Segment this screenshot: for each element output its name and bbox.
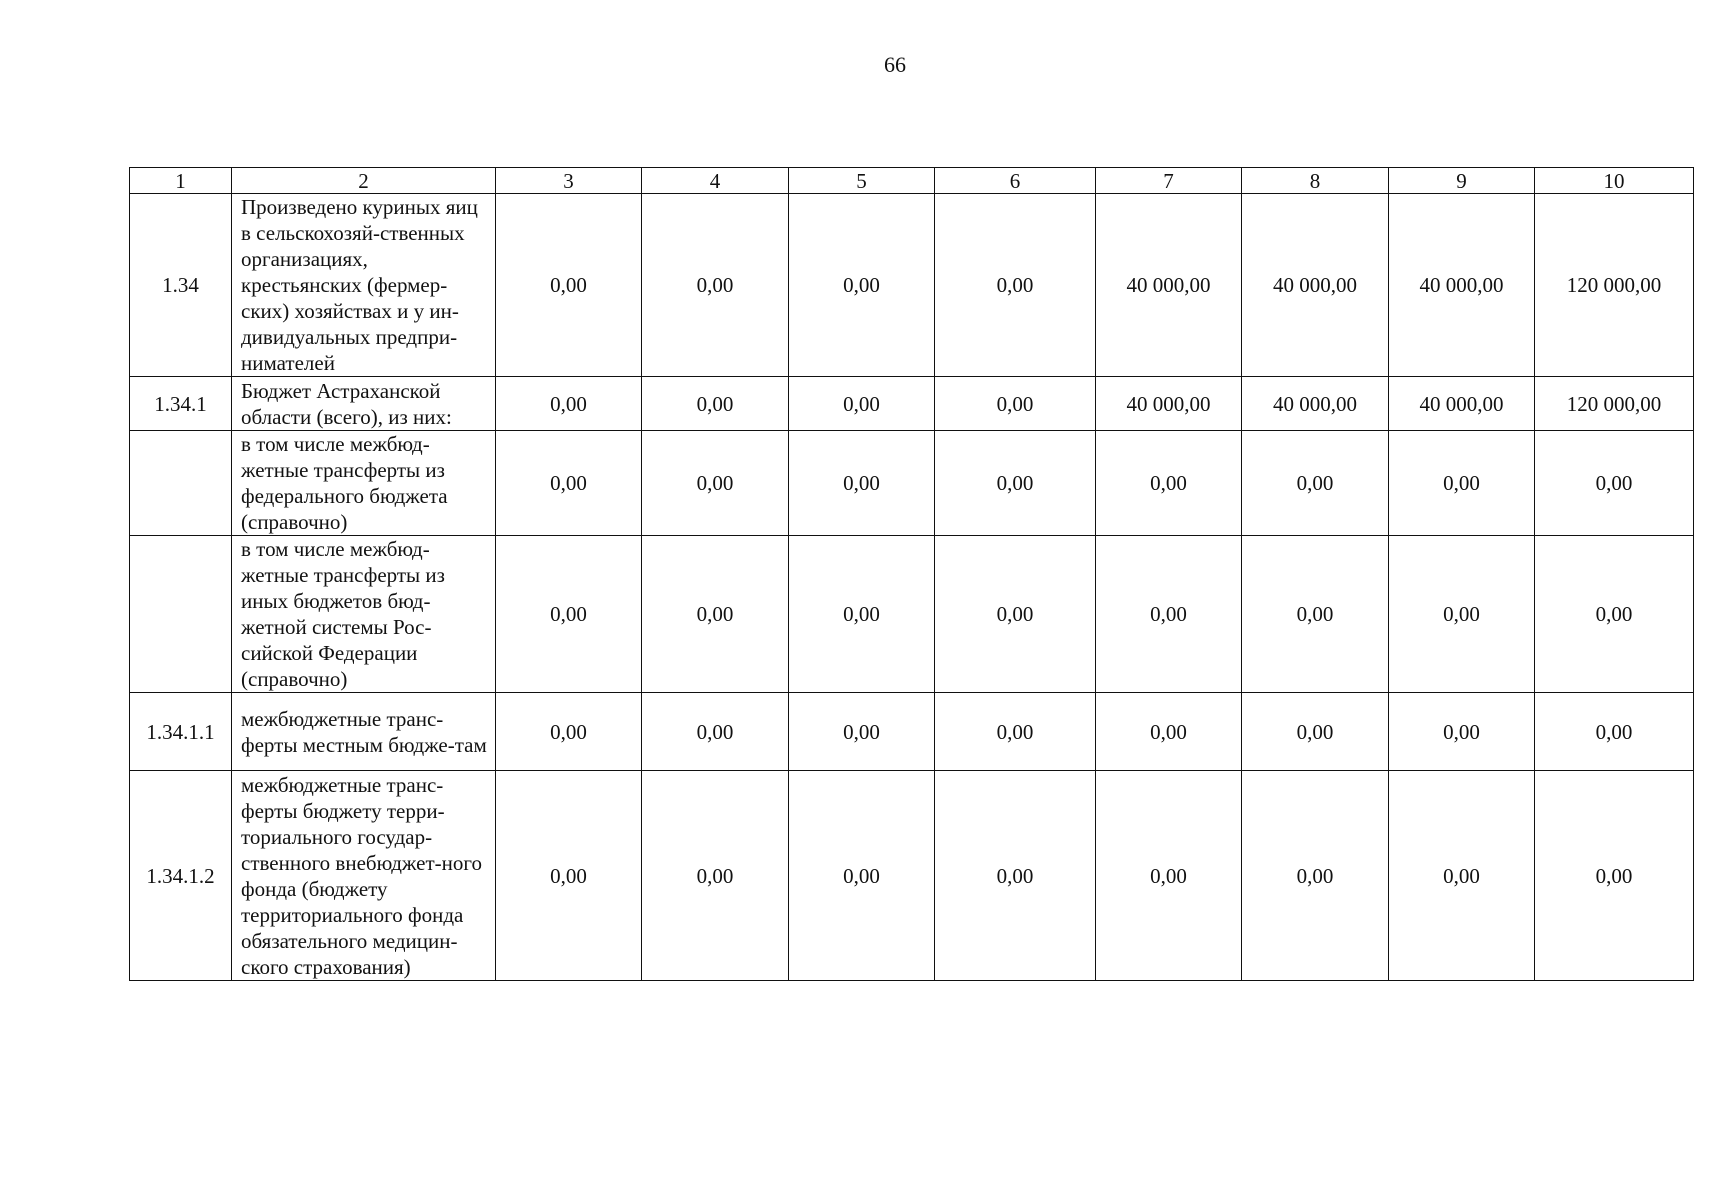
table-row [130, 536, 1694, 693]
value-cell: 40 000,00 [1389, 194, 1535, 377]
row-code: 1.34.1 [130, 377, 232, 431]
value-cell: 0,00 [935, 431, 1096, 536]
table-row [130, 377, 1694, 431]
table-row [130, 693, 1694, 771]
value-cell: 0,00 [642, 431, 789, 536]
value-cell: 40 000,00 [1242, 377, 1389, 431]
value-cell: 40 000,00 [1389, 377, 1535, 431]
column-header: 4 [642, 168, 789, 194]
column-header: 10 [1535, 168, 1694, 194]
page-number: 66 [884, 52, 906, 77]
value-cell: 120 000,00 [1535, 377, 1694, 431]
value-cell: 0,00 [789, 536, 935, 693]
column-header: 3 [496, 168, 642, 194]
value-cell: 0,00 [496, 377, 642, 431]
value-cell: 0,00 [789, 194, 935, 377]
value-cell: 120 000,00 [1535, 194, 1694, 377]
value-cell: 0,00 [935, 194, 1096, 377]
row-code [130, 431, 232, 536]
value-cell: 0,00 [496, 693, 642, 771]
value-cell: 0,00 [496, 431, 642, 536]
value-cell: 0,00 [496, 536, 642, 693]
value-cell: 0,00 [642, 377, 789, 431]
value-cell: 0,00 [1096, 431, 1242, 536]
row-name: в том числе межбюд-жетные трансферты из иных бюджетов бюд-жетной системы Рос-сийской Федерации (справочно) [232, 536, 496, 693]
value-cell: 0,00 [1389, 771, 1535, 981]
value-cell: 0,00 [789, 693, 935, 771]
value-cell: 0,00 [1535, 693, 1694, 771]
row-name: Бюджет Астраханской области (всего), из них: [232, 377, 496, 431]
value-cell: 0,00 [935, 377, 1096, 431]
table-header [130, 168, 1694, 194]
value-cell: 0,00 [1096, 536, 1242, 693]
value-cell: 0,00 [642, 536, 789, 693]
value-cell: 40 000,00 [1242, 194, 1389, 377]
column-header: 7 [1096, 168, 1242, 194]
value-cell: 0,00 [1242, 771, 1389, 981]
value-cell: 0,00 [935, 693, 1096, 771]
value-cell: 0,00 [1242, 536, 1389, 693]
row-name: межбюджетные транс-ферты местным бюдже-там [232, 693, 496, 771]
value-cell: 0,00 [1389, 536, 1535, 693]
budget-table [129, 167, 1694, 981]
value-cell: 0,00 [935, 536, 1096, 693]
value-cell: 0,00 [1389, 431, 1535, 536]
table-body [130, 194, 1694, 981]
value-cell: 0,00 [642, 771, 789, 981]
value-cell: 0,00 [935, 771, 1096, 981]
column-header: 8 [1242, 168, 1389, 194]
value-cell: 0,00 [1242, 431, 1389, 536]
table-row [130, 431, 1694, 536]
column-header: 5 [789, 168, 935, 194]
value-cell: 0,00 [496, 771, 642, 981]
row-name: межбюджетные транс-ферты бюджету терри-ториального государ-ственного внебюджет-ного фонда (бюджету территориального фонда обязательного медицин-ского страхования) [232, 771, 496, 981]
value-cell: 0,00 [1242, 693, 1389, 771]
column-header: 9 [1389, 168, 1535, 194]
row-code [130, 536, 232, 693]
value-cell: 0,00 [496, 194, 642, 377]
value-cell: 0,00 [1096, 693, 1242, 771]
table-row [130, 771, 1694, 981]
value-cell: 40 000,00 [1096, 377, 1242, 431]
column-header: 1 [130, 168, 232, 194]
column-header: 6 [935, 168, 1096, 194]
value-cell: 0,00 [642, 194, 789, 377]
value-cell: 40 000,00 [1096, 194, 1242, 377]
value-cell: 0,00 [642, 693, 789, 771]
value-cell: 0,00 [789, 771, 935, 981]
value-cell: 0,00 [789, 377, 935, 431]
value-cell: 0,00 [789, 431, 935, 536]
value-cell: 0,00 [1535, 431, 1694, 536]
row-code: 1.34.1.1 [130, 693, 232, 771]
row-name: Произведено куриных яиц в сельскохозяй-ственных организациях, крестьянских (фермер-ских) хозяйствах и у ин-дивидуальных предпри-нимателей [232, 194, 496, 377]
value-cell: 0,00 [1535, 536, 1694, 693]
value-cell: 0,00 [1535, 771, 1694, 981]
value-cell: 0,00 [1389, 693, 1535, 771]
header-row [130, 168, 1694, 194]
table-row [130, 194, 1694, 377]
row-code: 1.34.1.2 [130, 771, 232, 981]
value-cell: 0,00 [1096, 771, 1242, 981]
row-name: в том числе межбюд-жетные трансферты из федерального бюджета (справочно) [232, 431, 496, 536]
row-code: 1.34 [130, 194, 232, 377]
column-header: 2 [232, 168, 496, 194]
